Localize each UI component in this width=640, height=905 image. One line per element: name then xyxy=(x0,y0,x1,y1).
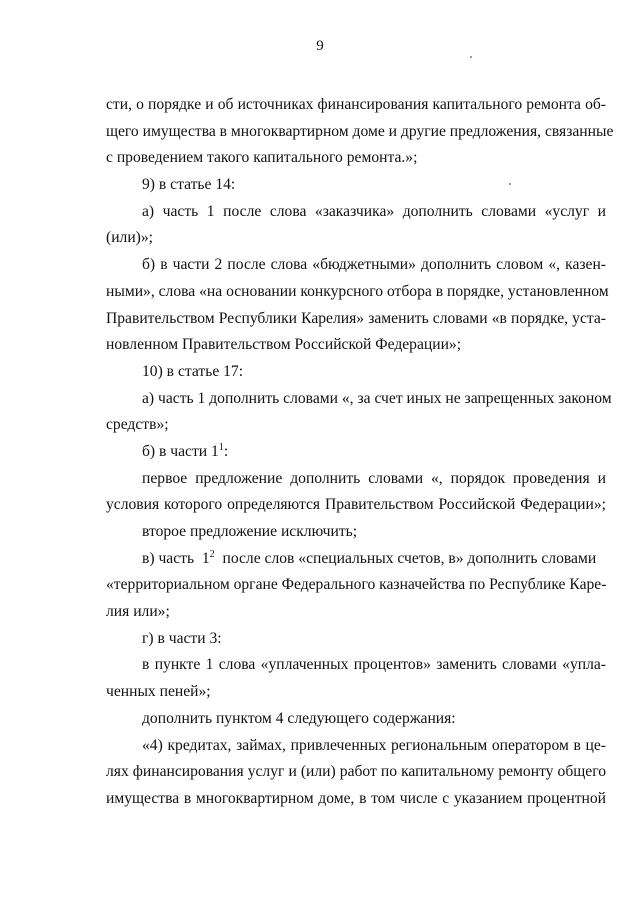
text-line: щего имущества в многоквартирном доме и другие предложения, связанные xyxy=(106,122,614,140)
text-line: второе предложение исключить; xyxy=(142,523,358,540)
text-line: Правительством Республики Карелия» заменить словами «в порядке, уста- xyxy=(106,309,606,327)
text-line: ченных пеней»; xyxy=(106,683,211,701)
text-line: ными», слова «на основании конкурсного отбора в порядке, установленном xyxy=(106,282,609,300)
text-line: лия или»; xyxy=(106,603,170,621)
text-line-tail: после слов «специальных счетов, в» дополнить словами xyxy=(214,549,597,567)
superscript: 1 xyxy=(218,441,224,453)
text-line: условия которого определяются Правительством Российской Федерации»; xyxy=(106,496,606,514)
text-line: г) в части 3: xyxy=(142,629,222,647)
text-line: новленном Правительством Российской Федерации»; xyxy=(106,336,462,354)
text-line: (или)»; xyxy=(106,229,153,247)
text-line: первое предложение дополнить словами «, порядок проведения и xyxy=(142,469,606,487)
text-line: дополнить пунктом 4 следующего содержания: xyxy=(142,709,456,727)
scan-speck xyxy=(470,56,472,58)
text-line: 9) в статье 14: xyxy=(142,176,236,194)
text-line xyxy=(106,439,606,466)
page-number: 9 xyxy=(316,38,324,54)
text-line xyxy=(106,546,606,573)
text-line: с проведением такого капитального ремонта.»; xyxy=(106,149,418,167)
text-line: имущества в многоквартирном доме, в том числе с указанием процентной xyxy=(106,789,606,807)
superscript: 2 xyxy=(209,548,215,560)
text-line: а) часть 1 дополнить словами «, за счет иных не запрещенных законом xyxy=(142,389,612,407)
document-body xyxy=(106,92,614,813)
text-line: а) часть 1 после слова «заказчика» дополнить словами «услуг и xyxy=(142,202,606,220)
text-line-main: б) в части 1 xyxy=(142,442,219,460)
text-line: «4) кредитах, займах, привлеченных региональным оператором в це- xyxy=(142,736,606,754)
text-line: 10) в статье 17: xyxy=(142,362,244,380)
text-line: б) в части 2 после слова «бюджетными» дополнить словом «, казен- xyxy=(142,256,606,274)
text-line-main: в) часть 1 xyxy=(142,549,210,567)
text-line: средств»; xyxy=(106,416,169,434)
text-line: в пункте 1 слова «уплаченных процентов» заменить словами «упла- xyxy=(142,656,606,674)
text-line-tail: : xyxy=(223,442,229,460)
text-line: «территориальном органе Федерального казначейства по Республике Каре- xyxy=(106,576,607,594)
text-line: лях финансирования услуг и (или) работ по капитальному ремонту общего xyxy=(106,763,606,781)
text-line: сти, о порядке и об источниках финансирования капитального ремонта об- xyxy=(106,96,606,113)
